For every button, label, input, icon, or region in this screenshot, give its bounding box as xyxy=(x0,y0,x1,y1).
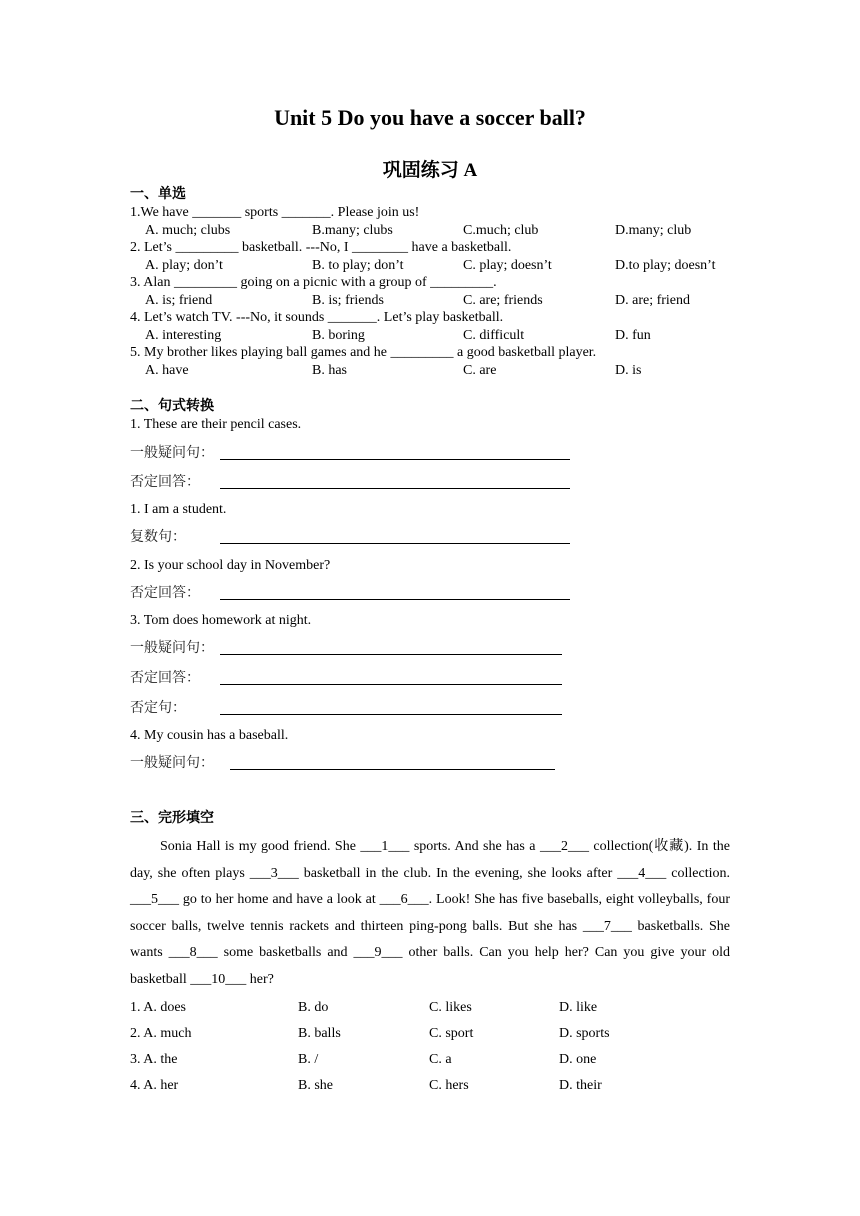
transform-sentence: 1. These are their pencil cases. xyxy=(130,417,302,432)
answer-line xyxy=(220,459,570,460)
cloze-choice-c: C. hers xyxy=(429,1078,469,1093)
transform-sentence: 1. I am a student. xyxy=(130,502,227,517)
answer-line xyxy=(220,714,562,715)
cloze-choice-d: D. like xyxy=(559,1000,598,1015)
option-d: D.many; club xyxy=(615,223,692,238)
cloze-passage: Sonia Hall is my good friend. She ___1___ sports. And she has a ___2___ collection(收藏). In the day, she often plays ___3___ basketball in the club. In the evening, she looks after ___4___ collection. ___5___ go to her home and have a look at ___6___. Look! She has five baseballs, eight volleyballs, four soccer balls, twelve tennis rackets and thirteen ping-pong balls. But she has ___7___ basketballs. She wants ___8___ some basketballs and ___9___ other balls. Can you help her? Can you give your old basketball ___10___ her? xyxy=(130,839,730,987)
answer-label: 一般疑问句： xyxy=(130,445,214,461)
cloze-choice-c: C. likes xyxy=(429,1000,472,1015)
question-stem: 2. Let’s _________ basketball. ---No, I ________ have a basketball. xyxy=(130,240,512,255)
option-c: C. are xyxy=(463,363,497,378)
option-b: B. is; friends xyxy=(312,293,384,308)
option-a: A. interesting xyxy=(145,328,222,343)
page-subtitle: 巩固练习 A xyxy=(382,160,478,181)
option-a: A. have xyxy=(145,363,189,378)
cloze-choice-b: B. she xyxy=(298,1078,333,1093)
answer-label: 否定回答： xyxy=(130,585,200,601)
transform-sentence: 4. My cousin has a baseball. xyxy=(130,728,289,743)
section-heading-sentence-transformation: 二、句式转换 xyxy=(130,398,214,414)
option-c: C. play; doesn’t xyxy=(463,258,552,273)
option-d: D. fun xyxy=(615,328,651,343)
option-a: A. is; friend xyxy=(145,293,213,308)
question-stem: 3. Alan _________ going on a picnic with a group of _________. xyxy=(130,275,497,290)
cloze-choice-a: 2. A. much xyxy=(130,1026,192,1041)
option-b: B. to play; don’t xyxy=(312,258,404,273)
option-d: D. is xyxy=(615,363,642,378)
question-stem: 4. Let’s watch TV. ---No, it sounds _______. Let’s play basketball. xyxy=(130,310,504,325)
cloze-choice-c: C. a xyxy=(429,1052,452,1067)
cloze-choice-d: D. sports xyxy=(559,1026,610,1041)
option-c: C. are; friends xyxy=(463,293,543,308)
option-c: C.much; club xyxy=(463,223,539,238)
option-a: A. much; clubs xyxy=(145,223,231,238)
section-heading-cloze: 三、完形填空 xyxy=(130,810,214,826)
cloze-choice-c: C. sport xyxy=(429,1026,474,1041)
answer-line xyxy=(220,488,570,489)
cloze-choice-d: D. one xyxy=(559,1052,597,1067)
transform-sentence: 3. Tom does homework at night. xyxy=(130,613,312,628)
answer-line xyxy=(220,599,570,600)
cloze-choice-a: 4. A. her xyxy=(130,1078,179,1093)
transform-sentence: 2. Is your school day in November? xyxy=(130,558,331,573)
answer-line xyxy=(220,543,570,544)
option-b: B.many; clubs xyxy=(312,223,393,238)
answer-label: 否定回答： xyxy=(130,474,200,490)
option-c: C. difficult xyxy=(463,328,525,343)
cloze-choice-d: D. their xyxy=(559,1078,602,1093)
option-b: B. boring xyxy=(312,328,365,343)
answer-line xyxy=(230,769,555,770)
question-stem: 5. My brother likes playing ball games and he _________ a good basketball player. xyxy=(130,345,597,360)
page-title: Unit 5 Do you have a soccer ball? xyxy=(274,105,586,130)
cloze-choice-a: 3. A. the xyxy=(130,1052,178,1067)
answer-label: 复数句： xyxy=(130,529,186,545)
answer-label: 否定回答： xyxy=(130,670,200,686)
answer-line xyxy=(220,684,562,685)
option-b: B. has xyxy=(312,363,347,378)
option-d: D. are; friend xyxy=(615,293,691,308)
cloze-choice-a: 1. A. does xyxy=(130,1000,186,1015)
question-stem: 1.We have _______ sports _______. Please join us! xyxy=(130,205,420,220)
option-a: A. play; don’t xyxy=(145,258,223,273)
answer-line xyxy=(220,654,562,655)
section-heading-single-choice: 一、单选 xyxy=(130,186,186,202)
answer-label: 一般疑问句： xyxy=(130,755,214,771)
option-d: D.to play; doesn’t xyxy=(615,258,716,273)
cloze-choice-b: B. do xyxy=(298,1000,329,1015)
cloze-choice-b: B. balls xyxy=(298,1026,341,1041)
cloze-choice-b: B. / xyxy=(298,1052,319,1067)
answer-label: 否定句： xyxy=(130,700,186,716)
answer-label: 一般疑问句： xyxy=(130,640,214,656)
